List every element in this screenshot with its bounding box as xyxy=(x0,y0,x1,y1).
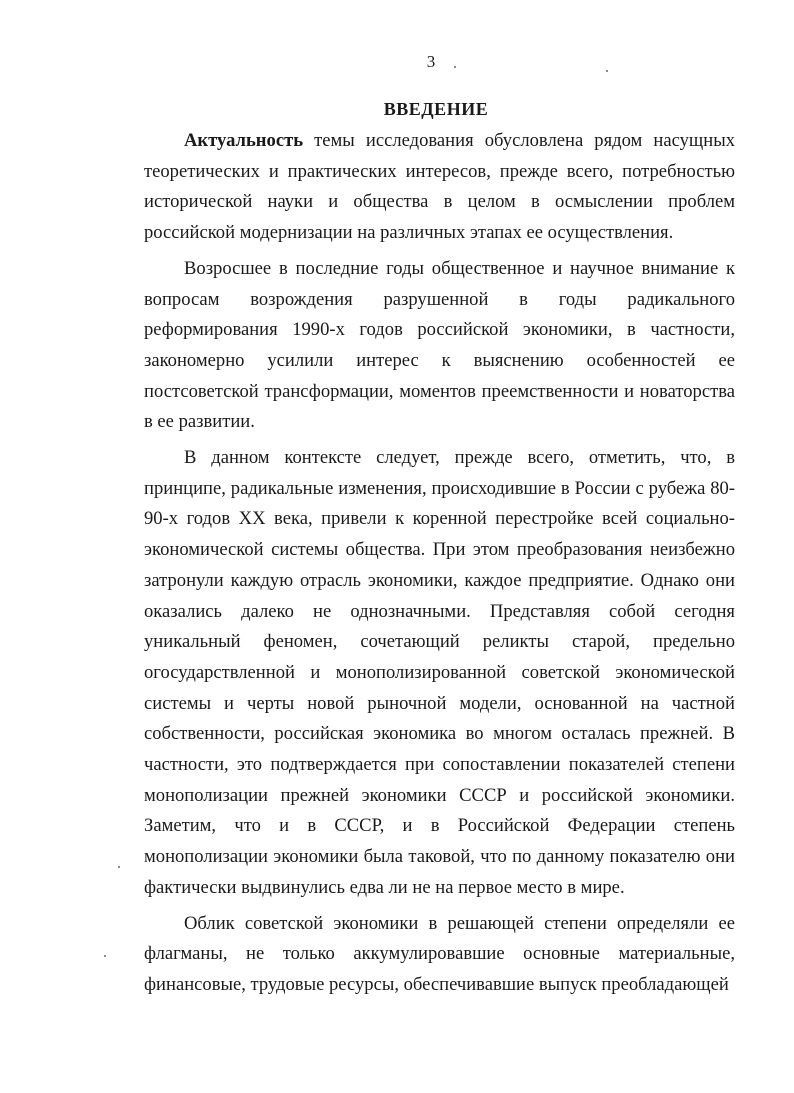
scan-speck xyxy=(104,955,106,957)
scan-speck xyxy=(606,70,608,72)
section-title: ВВЕДЕНИЕ xyxy=(383,99,489,119)
paragraph-2: Возросшее в последние годы общественное и научное внимание к вопросам возрождения разрушенной в годы радикального реформирования 1990-х годов российской экономики, в частности, закономерно усилили интерес к выяснению особенностей ее постсоветской трансформации, моментов преемственности и новаторства в ее развитии. xyxy=(144,257,735,433)
scan-speck xyxy=(118,866,120,868)
bold-term: Актуальность xyxy=(184,130,304,151)
body-text xyxy=(144,126,735,1001)
paragraph-1 xyxy=(144,126,735,249)
paragraph-4: Облик советской экономики в решающей степени определяли ее флагманы, не только аккумулировавшие основные материальные, финансовые, трудовые ресурсы, обеспечивавшие выпуск преобладающей xyxy=(144,912,735,995)
paragraph-text: темы исследования обусловлена рядом насущных теоретических и практических интересов, прежде всего, потребностью исторической науки и общества в целом в осмыслении проблем российской модернизации на различных этапах ее осуществления. xyxy=(144,130,735,244)
page-number: 3 xyxy=(426,52,436,71)
scan-speck xyxy=(454,66,456,68)
paragraph-3: В данном контексте следует, прежде всего, отметить, что, в принципе, радикальные изменения, происходившие в России с рубежа 80-90-х годов XX века, привели к коренной перестройке всей социально-экономической системы общества. При этом преобразования неизбежно затронули каждую отрасль экономики, каждое предприятие. Однако они оказались далеко не однозначными. Представляя собой сегодня уникальный феномен, сочетающий реликты старой, предельно огосударствленной и монополизированной советской экономической системы и черты новой рыночной модели, основанной на частной собственности, российская экономика во многом осталась прежней. В частности, это подтверждается при сопоставлении показателей степени монополизации прежней экономики СССР и российской экономики. Заметим, что и в СССР, и в Российской Федерации степень монополизации экономики была таковой, что по данному показателю они фактически выдвинулись едва ли не на первое место в мире. xyxy=(144,447,735,898)
